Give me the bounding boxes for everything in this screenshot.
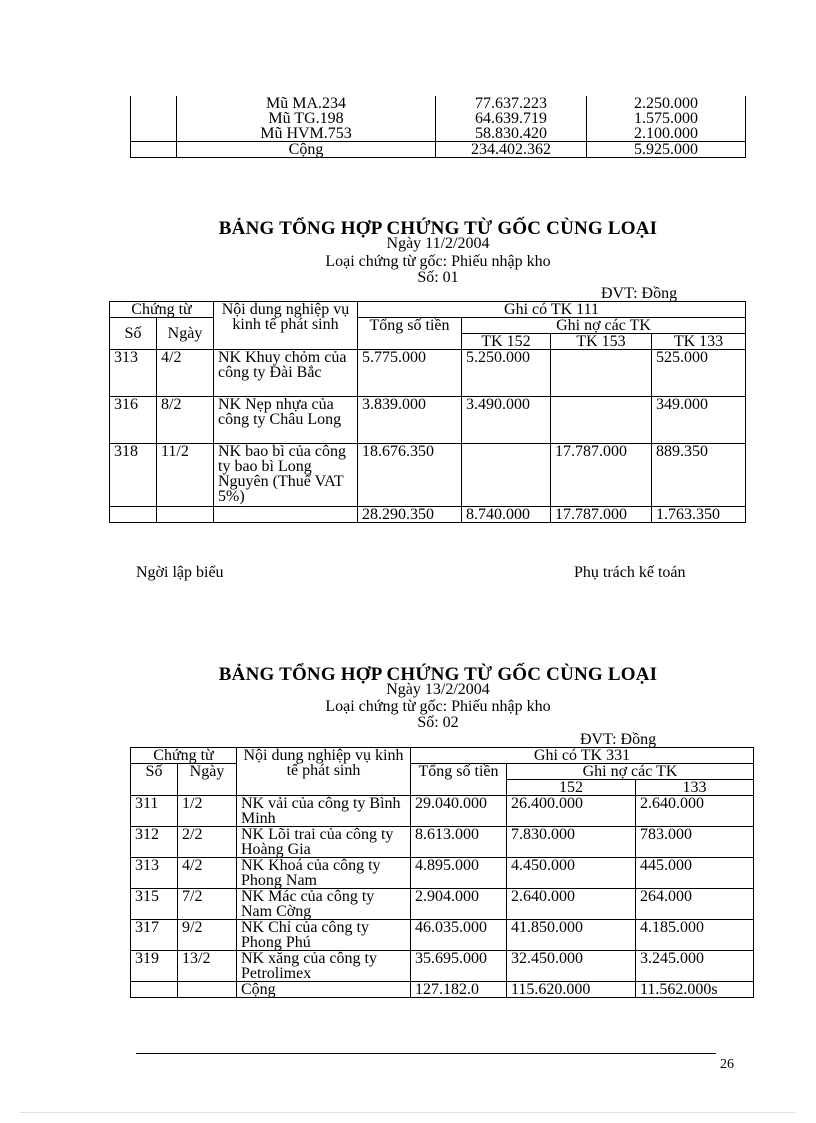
cell-tk152: 3.490.000 (462, 397, 551, 444)
footer-divider (136, 1053, 716, 1054)
item-name: Mũ MA.234 (177, 96, 436, 111)
section2-title: BẢNG TỔNG HỢP CHỨNG TỪ GỐC CÙNG LOẠI (218, 664, 658, 685)
cell-total: 8.613.000 (411, 827, 507, 858)
table2 (130, 747, 754, 998)
header-so: Số (110, 318, 157, 350)
cell-so: 317 (131, 920, 178, 951)
sum-row (131, 142, 746, 158)
item-name: Mũ HVM.753 (177, 126, 436, 142)
header-ngay: Ngày (157, 318, 214, 350)
sum-row (110, 507, 746, 523)
header-debit: Ghi nợ các TK (462, 318, 746, 334)
cell-content: NK Chỉ của công ty Phong Phú (237, 920, 411, 951)
cell-tk152: 4.450.000 (507, 858, 636, 889)
cell-so: 316 (110, 397, 157, 444)
cell-ngay: 9/2 (178, 920, 237, 951)
section1-unit: ĐVT: Đồng (601, 285, 678, 302)
table-row (131, 111, 746, 126)
sum-tk133: 11.562.000s (636, 982, 754, 998)
cell-total: 4.895.000 (411, 858, 507, 889)
table-row (110, 444, 746, 507)
cell-tk152: 26.400.000 (507, 796, 636, 827)
table-row (131, 951, 754, 982)
section2-unit: ĐVT: Đồng (580, 731, 657, 748)
sum-label: Cộng (177, 142, 436, 158)
cell-content: NK xăng của công ty Petrolimex (237, 951, 411, 982)
cell-total: 29.040.000 (411, 796, 507, 827)
header-total: Tổng số tiền (358, 318, 462, 350)
cell-ngay: 11/2 (157, 444, 214, 507)
cell-tk133: 783.000 (636, 827, 754, 858)
cell-tk133: 4.185.000 (636, 920, 754, 951)
sum-tk153: 17.787.000 (551, 507, 652, 523)
table1 (109, 301, 746, 523)
header-credit: Ghi có TK 111 (358, 302, 746, 318)
table-row (131, 920, 754, 951)
signature-accountant: Phụ trách kế toán (574, 564, 686, 581)
header-ngay: Ngày (178, 764, 237, 796)
header-tk153: TK 153 (551, 334, 652, 350)
cell-so: 311 (131, 796, 178, 827)
cell-total: 2.904.000 (411, 889, 507, 920)
header-tk152: TK 152 (462, 334, 551, 350)
sum-total: 28.290.350 (358, 507, 462, 523)
cell-content: NK Nẹp nhựa của công ty Châu Long (214, 397, 358, 444)
table-row (131, 126, 746, 142)
page-edge-dots (20, 1112, 796, 1113)
cell-tk133: 3.245.000 (636, 951, 754, 982)
cell-tk152 (462, 444, 551, 507)
sum-row (131, 982, 754, 998)
header-content: Nội dung nghiệp vụ kinh tế phát sinh (237, 748, 411, 796)
sum-total: 127.182.0 (411, 982, 507, 998)
table-row (131, 827, 754, 858)
item-total: 58.830.420 (436, 126, 587, 142)
header-content: Nội dung nghiệp vụ kinh tế phát sinh (214, 302, 358, 350)
cell-so: 318 (110, 444, 157, 507)
section1-number: Số: 01 (417, 269, 459, 286)
sum-tk152: 8.740.000 (462, 507, 551, 523)
cell-tk133: 349.000 (652, 397, 746, 444)
cell-total: 5.775.000 (358, 350, 462, 397)
cell-tk153 (551, 350, 652, 397)
cell-tk133: 525.000 (652, 350, 746, 397)
cell-content: NK vải của công ty Bình Minh (237, 796, 411, 827)
page-number: 26 (720, 1057, 734, 1072)
cell-tk133: 264.000 (636, 889, 754, 920)
header-credit: Ghi có TK 331 (411, 748, 754, 764)
table-row (131, 889, 754, 920)
cell-tk133: 2.640.000 (636, 796, 754, 827)
cell-ngay: 8/2 (157, 397, 214, 444)
section2-date: Ngày 13/2/2004 (386, 681, 490, 698)
item-tax: 2.250.000 (587, 96, 746, 111)
cell-tk152: 7.830.000 (507, 827, 636, 858)
section2-number: Số: 02 (417, 714, 459, 731)
cell-content: NK Khuy chỏm của công ty Đài Bắc (214, 350, 358, 397)
sum-label: Cộng (237, 982, 411, 998)
cell-total: 18.676.350 (358, 444, 462, 507)
cell-tk152: 32.450.000 (507, 951, 636, 982)
header-tk133: 133 (636, 780, 754, 796)
cell-content: NK bao bì của công ty bao bì Long Nguyên (Thuế VAT 5%) (214, 444, 358, 507)
cell-content: NK Lõi trai của công ty Hoàng Gia (237, 827, 411, 858)
section1-date: Ngày 11/2/2004 (386, 235, 490, 252)
cell-so: 313 (131, 858, 178, 889)
cell-tk152: 5.250.000 (462, 350, 551, 397)
header-tk133: TK 133 (652, 334, 746, 350)
header-so: Số (131, 764, 178, 796)
cell-tk153: 17.787.000 (551, 444, 652, 507)
cell-total: 3.839.000 (358, 397, 462, 444)
cell-content: NK Mác của công ty Nam Cờng (237, 889, 411, 920)
top-table (130, 96, 746, 158)
cell-total: 46.035.000 (411, 920, 507, 951)
item-name: Mũ TG.198 (177, 111, 436, 126)
table-row (110, 350, 746, 397)
sum-tax: 5.925.000 (587, 142, 746, 158)
table-row (110, 397, 746, 444)
item-total: 64.639.719 (436, 111, 587, 126)
cell-so: 312 (131, 827, 178, 858)
cell-ngay: 7/2 (178, 889, 237, 920)
cell-total: 35.695.000 (411, 951, 507, 982)
cell-ngay: 4/2 (178, 858, 237, 889)
header-debit: Ghi nợ các TK (507, 764, 754, 780)
cell-ngay: 2/2 (178, 827, 237, 858)
cell-ngay: 13/2 (178, 951, 237, 982)
table-row (131, 858, 754, 889)
cell-tk133: 445.000 (636, 858, 754, 889)
section1-type: Loại chứng từ gốc: Phiếu nhập kho (325, 253, 551, 270)
section1-title: BẢNG TỔNG HỢP CHỨNG TỪ GỐC CÙNG LOẠI (218, 218, 658, 239)
section2-type: Loại chứng từ gốc: Phiếu nhập kho (325, 698, 551, 715)
cell-content: NK Khoá của công ty Phong Nam (237, 858, 411, 889)
header-voucher: Chứng từ (110, 302, 214, 318)
table-row (131, 796, 754, 827)
item-total: 77.637.223 (436, 96, 587, 111)
table-row (131, 96, 746, 111)
sum-tk133: 1.763.350 (652, 507, 746, 523)
cell-so: 319 (131, 951, 178, 982)
cell-tk152: 41.850.000 (507, 920, 636, 951)
item-tax: 1.575.000 (587, 111, 746, 126)
header-tk152: 152 (507, 780, 636, 796)
cell-so: 313 (110, 350, 157, 397)
item-tax: 2.100.000 (587, 126, 746, 142)
cell-ngay: 4/2 (157, 350, 214, 397)
header-total: Tổng số tiền (411, 764, 507, 796)
cell-so: 315 (131, 889, 178, 920)
cell-tk133: 889.350 (652, 444, 746, 507)
header-voucher: Chứng từ (131, 748, 237, 764)
signature-creator: Ngời lập biểu (136, 564, 224, 581)
cell-tk152: 2.640.000 (507, 889, 636, 920)
sum-tk152: 115.620.000 (507, 982, 636, 998)
sum-total: 234.402.362 (436, 142, 587, 158)
cell-tk153 (551, 397, 652, 444)
cell-ngay: 1/2 (178, 796, 237, 827)
